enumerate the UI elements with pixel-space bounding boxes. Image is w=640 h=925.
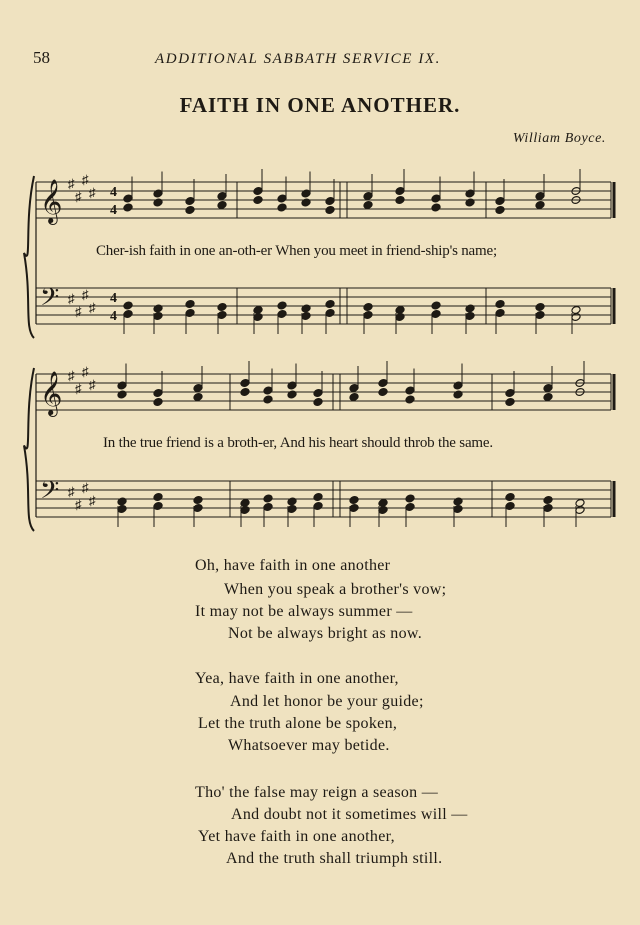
notehead bbox=[123, 203, 133, 212]
notehead bbox=[378, 388, 388, 397]
notehead bbox=[325, 300, 335, 309]
sharp-icon: ♯ bbox=[89, 185, 96, 200]
notehead bbox=[543, 393, 553, 402]
sharp-icon: ♯ bbox=[89, 300, 96, 315]
sharp-icon: ♯ bbox=[75, 381, 82, 396]
notehead bbox=[535, 303, 545, 312]
notehead bbox=[363, 303, 373, 312]
notehead bbox=[465, 304, 475, 313]
sharp-icon: ♯ bbox=[68, 176, 75, 191]
notehead bbox=[405, 494, 415, 503]
verse-line: Let the truth alone be spoken, bbox=[198, 715, 398, 732]
notehead bbox=[117, 497, 127, 506]
verse-line: When you speak a brother's vow; bbox=[224, 581, 447, 598]
verse-line: Tho' the false may reign a season — bbox=[195, 784, 439, 801]
notehead bbox=[431, 301, 441, 310]
hymn-title: FAITH IN ONE ANOTHER. bbox=[179, 93, 461, 117]
notehead bbox=[193, 496, 203, 505]
notehead bbox=[193, 393, 203, 402]
notehead bbox=[453, 497, 463, 506]
notehead bbox=[535, 201, 545, 210]
verse-line: Not be always bright as now. bbox=[228, 625, 422, 642]
sharp-icon: ♯ bbox=[75, 189, 82, 204]
sharp-icon: ♯ bbox=[82, 364, 89, 379]
composer-credit: William Boyce. bbox=[512, 131, 606, 146]
notehead bbox=[363, 201, 373, 210]
notehead bbox=[505, 493, 515, 502]
notehead bbox=[277, 301, 287, 310]
treble-clef-icon: 𝄞 bbox=[40, 371, 63, 415]
notehead bbox=[313, 493, 323, 502]
notehead bbox=[153, 304, 163, 313]
bass-clef-icon: 𝄢 bbox=[40, 476, 60, 511]
notehead bbox=[153, 398, 163, 407]
notehead bbox=[263, 494, 273, 503]
sharp-icon: ♯ bbox=[68, 291, 75, 306]
notehead bbox=[405, 395, 415, 404]
staff-lines bbox=[24, 172, 611, 531]
verse-line: Yet have faith in one another, bbox=[198, 828, 395, 845]
sharp-icon: ♯ bbox=[82, 172, 89, 187]
verse-line: And the truth shall triumph still. bbox=[226, 850, 443, 867]
notehead bbox=[395, 196, 405, 205]
notehead bbox=[185, 300, 195, 309]
treble-clef-icon: 𝄞 bbox=[40, 179, 63, 223]
notehead bbox=[495, 206, 505, 215]
notehead bbox=[313, 398, 323, 407]
running-header: ADDITIONAL SABBATH SERVICE IX. bbox=[155, 51, 442, 67]
page-number: 58 bbox=[33, 48, 50, 67]
notehead bbox=[349, 496, 359, 505]
notehead bbox=[240, 388, 250, 397]
time-signature: 4 bbox=[110, 203, 117, 218]
notehead bbox=[465, 198, 475, 207]
sharp-icon: ♯ bbox=[82, 287, 89, 302]
notehead bbox=[325, 206, 335, 215]
sharp-icon: ♯ bbox=[82, 480, 89, 495]
notehead bbox=[543, 496, 553, 505]
verse-line: It may not be always summer — bbox=[195, 603, 413, 620]
notehead bbox=[253, 196, 263, 205]
sharp-icon: ♯ bbox=[89, 493, 96, 508]
time-signature: 4 bbox=[110, 185, 117, 200]
notehead bbox=[301, 198, 311, 207]
notehead bbox=[453, 390, 463, 399]
notehead bbox=[117, 390, 127, 399]
sharp-icon: ♯ bbox=[75, 304, 82, 319]
time-signature: 4 bbox=[110, 291, 117, 306]
notehead bbox=[301, 304, 311, 313]
lyric-line-1: Cher-ish faith in one an-oth-er When you meet in friend-ship's name; bbox=[96, 243, 497, 259]
notehead bbox=[217, 201, 227, 210]
lyric-line-2: In the true friend is a broth-er, And his heart should throb the same. bbox=[103, 435, 493, 451]
barlines bbox=[36, 182, 614, 517]
verse-line: Whatsoever may betide. bbox=[228, 737, 390, 754]
notehead bbox=[263, 395, 273, 404]
verse-line: And let honor be your guide; bbox=[230, 693, 424, 710]
notehead bbox=[153, 493, 163, 502]
verse-line: And doubt not it sometimes will — bbox=[231, 806, 468, 823]
notehead bbox=[431, 203, 441, 212]
notehead bbox=[217, 303, 227, 312]
notehead bbox=[123, 301, 133, 310]
sharp-icon: ♯ bbox=[68, 368, 75, 383]
notehead bbox=[153, 198, 163, 207]
sharp-icon: ♯ bbox=[89, 377, 96, 392]
notehead bbox=[277, 203, 287, 212]
notehead bbox=[287, 390, 297, 399]
notehead bbox=[185, 206, 195, 215]
bass-clef-icon: 𝄢 bbox=[40, 283, 60, 318]
time-signature: 4 bbox=[110, 309, 117, 324]
system-brace bbox=[24, 176, 34, 338]
notehead bbox=[505, 398, 515, 407]
notehead bbox=[287, 497, 297, 506]
noteheads bbox=[117, 169, 585, 527]
sharp-icon: ♯ bbox=[75, 497, 82, 512]
notehead bbox=[349, 393, 359, 402]
notehead bbox=[495, 300, 505, 309]
verse-line: Yea, have faith in one another, bbox=[195, 670, 399, 687]
verse-line: Oh, have faith in one another bbox=[195, 557, 391, 574]
system-brace bbox=[24, 368, 34, 531]
sharp-icon: ♯ bbox=[68, 484, 75, 499]
